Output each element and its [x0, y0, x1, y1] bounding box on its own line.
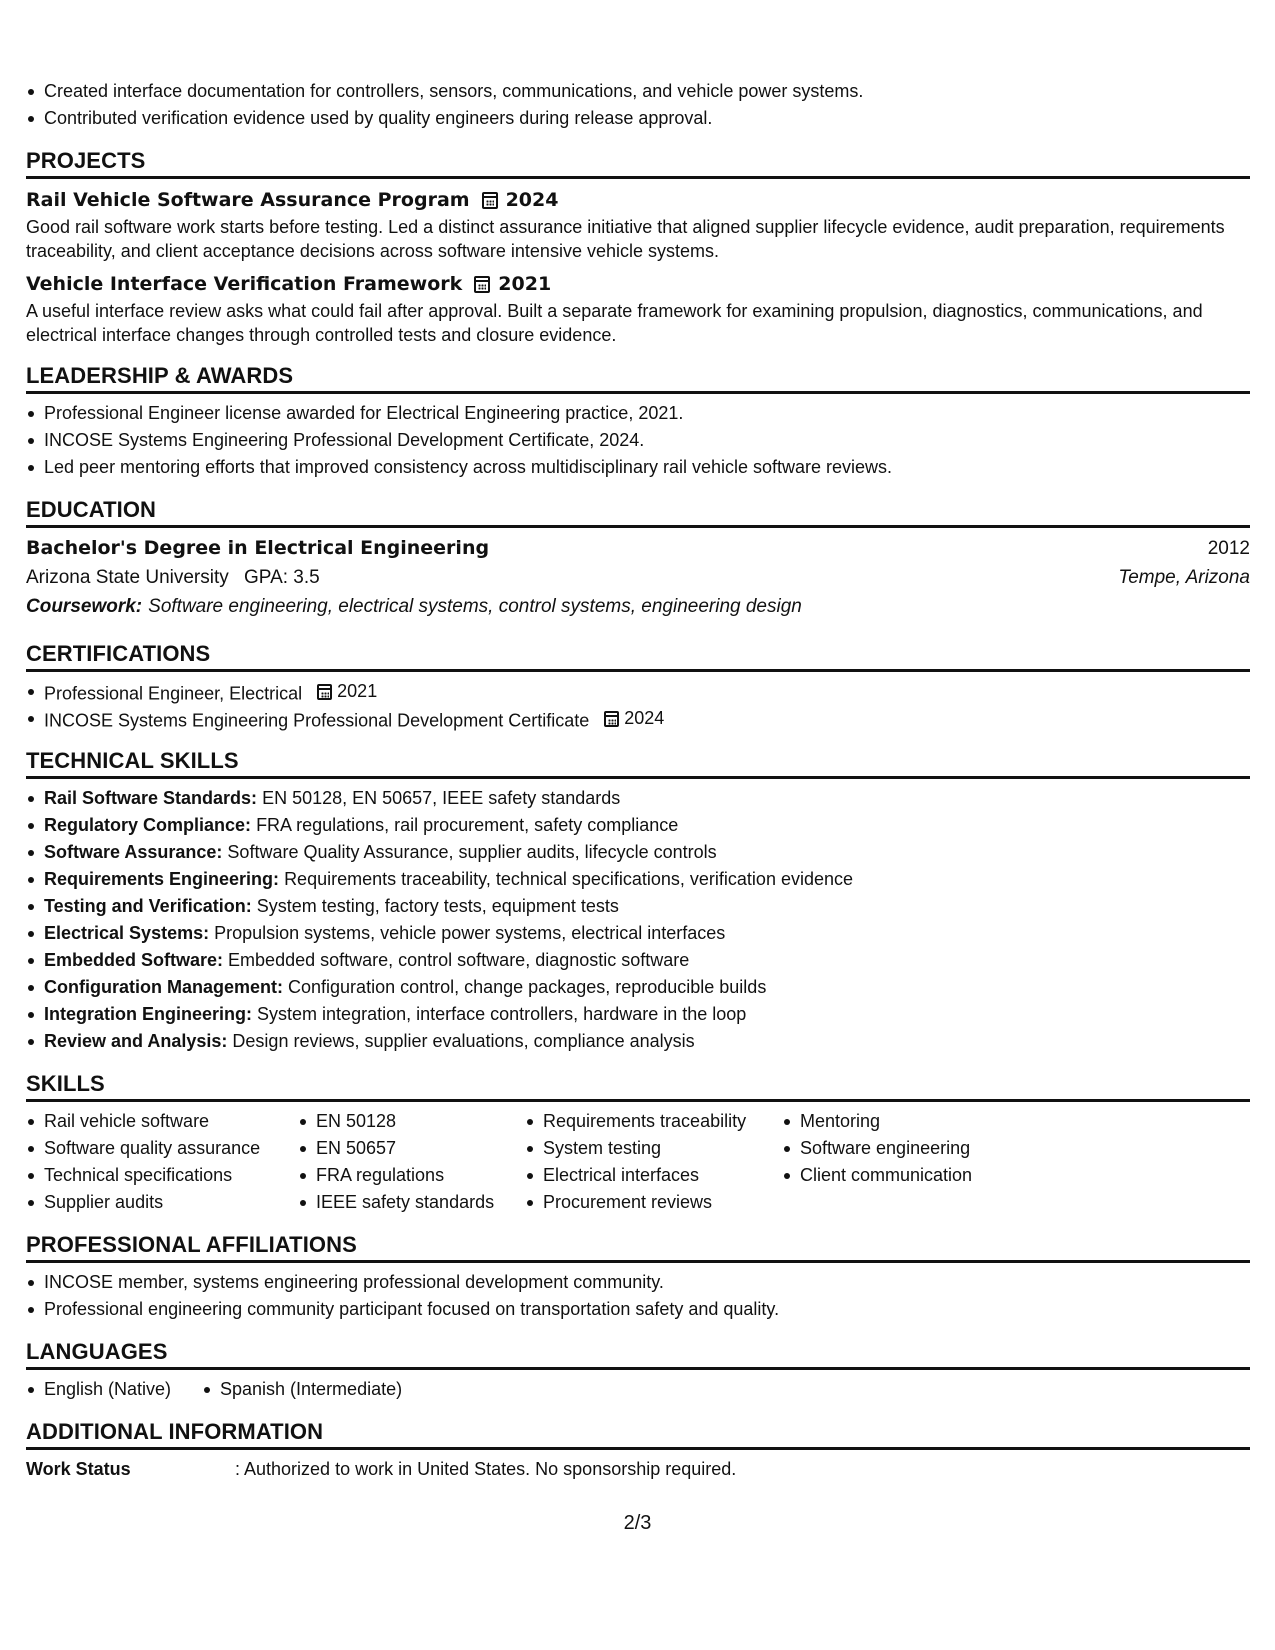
list-item: Led peer mentoring efforts that improved consistency across multidisciplinary rail vehicle software reviews.	[26, 454, 1250, 481]
list-item: Professional engineering community participant focused on transportation safety and quality.	[26, 1296, 1250, 1323]
skill-category: Software Assurance:	[44, 842, 223, 862]
section-title-additional: ADDITIONAL INFORMATION	[26, 1417, 1250, 1450]
list-item: IEEE safety standards	[298, 1189, 525, 1216]
certification-year: 2021	[337, 681, 378, 701]
list-item	[26, 866, 1250, 893]
list-item	[26, 678, 1250, 705]
page-number: 2/3	[623, 1512, 652, 1534]
calendar-icon	[317, 684, 332, 700]
skills-column	[298, 1108, 525, 1216]
list-item: Client communication	[782, 1162, 1022, 1189]
school-location: Tempe, Arizona	[1118, 567, 1250, 588]
project-description: A useful interface review asks what could fail after approval. Built a separate framework for examining propulsion, diagnostics, communications, and electrical interface changes through controlled tests and closure evidence.	[26, 301, 1203, 345]
list-item: Software engineering	[782, 1135, 1022, 1162]
list-item: Contributed verification evidence used by quality engineers during release approval.	[26, 105, 1250, 132]
degree-name: Bachelor's Degree in Electrical Engineering	[26, 537, 490, 559]
skill-values: System integration, interface controllers, hardware in the loop	[257, 1004, 747, 1024]
education-section	[26, 495, 1250, 621]
project-year: 2024	[505, 189, 559, 211]
experience-bullets	[26, 78, 1250, 132]
list-item: Electrical interfaces	[525, 1162, 782, 1189]
list-item: Requirements traceability	[525, 1108, 782, 1135]
calendar-icon	[474, 276, 490, 293]
list-item	[26, 920, 1250, 947]
list-item: INCOSE member, systems engineering professional development community.	[26, 1269, 1250, 1296]
section-title-education: EDUCATION	[26, 495, 1250, 528]
gpa: GPA: 3.5	[244, 567, 320, 588]
skill-category: Integration Engineering:	[44, 1004, 253, 1024]
list-item	[26, 705, 1250, 732]
skill-category: Configuration Management:	[44, 977, 283, 997]
list-item: Rail vehicle software	[26, 1108, 298, 1135]
project-year: 2021	[498, 273, 552, 295]
section-title-affiliations: PROFESSIONAL AFFILIATIONS	[26, 1230, 1250, 1263]
list-item	[26, 785, 1250, 812]
calendar-icon	[482, 192, 498, 209]
resume-page	[26, 78, 1250, 1483]
skill-category: Rail Software Standards:	[44, 788, 258, 808]
skill-values: FRA regulations, rail procurement, safety compliance	[256, 815, 679, 835]
technical-skills-list	[26, 785, 1250, 1055]
project-entry	[26, 185, 1250, 263]
certification-name: Professional Engineer, Electrical	[44, 683, 303, 704]
list-item: Created interface documentation for controllers, sensors, communications, and vehicle power systems.	[26, 78, 1250, 105]
certification-name: INCOSE Systems Engineering Professional Development Certificate	[44, 710, 590, 731]
list-item	[26, 974, 1250, 1001]
section-title-skills: SKILLS	[26, 1069, 1250, 1102]
list-item	[26, 839, 1250, 866]
skill-values: Requirements traceability, technical specifications, verification evidence	[284, 869, 854, 889]
project-description: Good rail software work starts before testing. Led a distinct assurance initiative that aligned supplier lifecycle evidence, audit preparation, requirements traceability, and client acceptance decisions across software intensive vehicle systems.	[26, 217, 1225, 261]
certifications-section	[26, 639, 1250, 732]
skill-category: Regulatory Compliance:	[44, 815, 252, 835]
skill-values: System testing, factory tests, equipment tests	[256, 896, 619, 916]
section-title-leadership: LEADERSHIP & AWARDS	[26, 361, 1250, 394]
list-item	[26, 1001, 1250, 1028]
project-name: Vehicle Interface Verification Framework	[26, 273, 463, 295]
skill-category: Review and Analysis:	[44, 1031, 228, 1051]
list-item: English (Native)	[26, 1376, 202, 1403]
list-item: Software quality assurance	[26, 1135, 298, 1162]
school-name: Arizona State University	[26, 567, 229, 588]
skill-category: Embedded Software:	[44, 950, 224, 970]
leadership-section	[26, 361, 1250, 481]
skill-values: Embedded software, control software, diagnostic software	[228, 950, 690, 970]
skills-grid	[26, 1108, 1250, 1216]
languages-section	[26, 1337, 1250, 1403]
skill-values: Configuration control, change packages, reproducible builds	[288, 977, 767, 997]
section-title-languages: LANGUAGES	[26, 1337, 1250, 1370]
list-item	[26, 812, 1250, 839]
calendar-icon	[604, 711, 619, 727]
list-item: INCOSE Systems Engineering Professional Development Certificate, 2024.	[26, 427, 1250, 454]
list-item: Professional Engineer license awarded for Electrical Engineering practice, 2021.	[26, 400, 1250, 427]
skills-column	[26, 1108, 298, 1216]
projects-section	[26, 146, 1250, 347]
section-title-certifications: CERTIFICATIONS	[26, 639, 1250, 672]
list-item: System testing	[525, 1135, 782, 1162]
skill-values: Propulsion systems, vehicle power systems, electrical interfaces	[214, 923, 726, 943]
list-item	[26, 893, 1250, 920]
certification-year: 2024	[624, 708, 665, 728]
section-title-projects: PROJECTS	[26, 146, 1250, 179]
skill-category: Testing and Verification:	[44, 896, 252, 916]
skills-column	[782, 1108, 1022, 1216]
project-name: Rail Vehicle Software Assurance Program	[26, 189, 470, 211]
coursework-label: Coursework:	[26, 596, 143, 617]
list-item: Procurement reviews	[525, 1189, 782, 1216]
skill-values: Software Quality Assurance, supplier audits, lifecycle controls	[227, 842, 717, 862]
list-item: EN 50657	[298, 1135, 525, 1162]
work-status-value: : Authorized to work in United States. No sponsorship required.	[235, 1459, 737, 1479]
skill-values: Design reviews, supplier evaluations, compliance analysis	[232, 1031, 695, 1051]
skill-category: Electrical Systems:	[44, 923, 210, 943]
list-item: EN 50128	[298, 1108, 525, 1135]
skills-column	[525, 1108, 782, 1216]
list-item	[26, 1028, 1250, 1055]
section-title-technical-skills: TECHNICAL SKILLS	[26, 746, 1250, 779]
skill-values: EN 50128, EN 50657, IEEE safety standards	[262, 788, 621, 808]
technical-skills-section	[26, 746, 1250, 1055]
coursework: Software engineering, electrical systems, control systems, engineering design	[148, 596, 802, 617]
graduation-year: 2012	[1207, 538, 1250, 559]
skills-section	[26, 1069, 1250, 1216]
project-entry	[26, 269, 1250, 347]
skill-category: Requirements Engineering:	[44, 869, 280, 889]
list-item	[26, 947, 1250, 974]
list-item: Technical specifications	[26, 1162, 298, 1189]
list-item: FRA regulations	[298, 1162, 525, 1189]
affiliations-section	[26, 1230, 1250, 1323]
work-status-label: Work Status	[26, 1459, 131, 1479]
list-item: Spanish (Intermediate)	[202, 1376, 402, 1403]
list-item: Mentoring	[782, 1108, 1022, 1135]
additional-info-section	[26, 1417, 1250, 1483]
list-item: Supplier audits	[26, 1189, 298, 1216]
